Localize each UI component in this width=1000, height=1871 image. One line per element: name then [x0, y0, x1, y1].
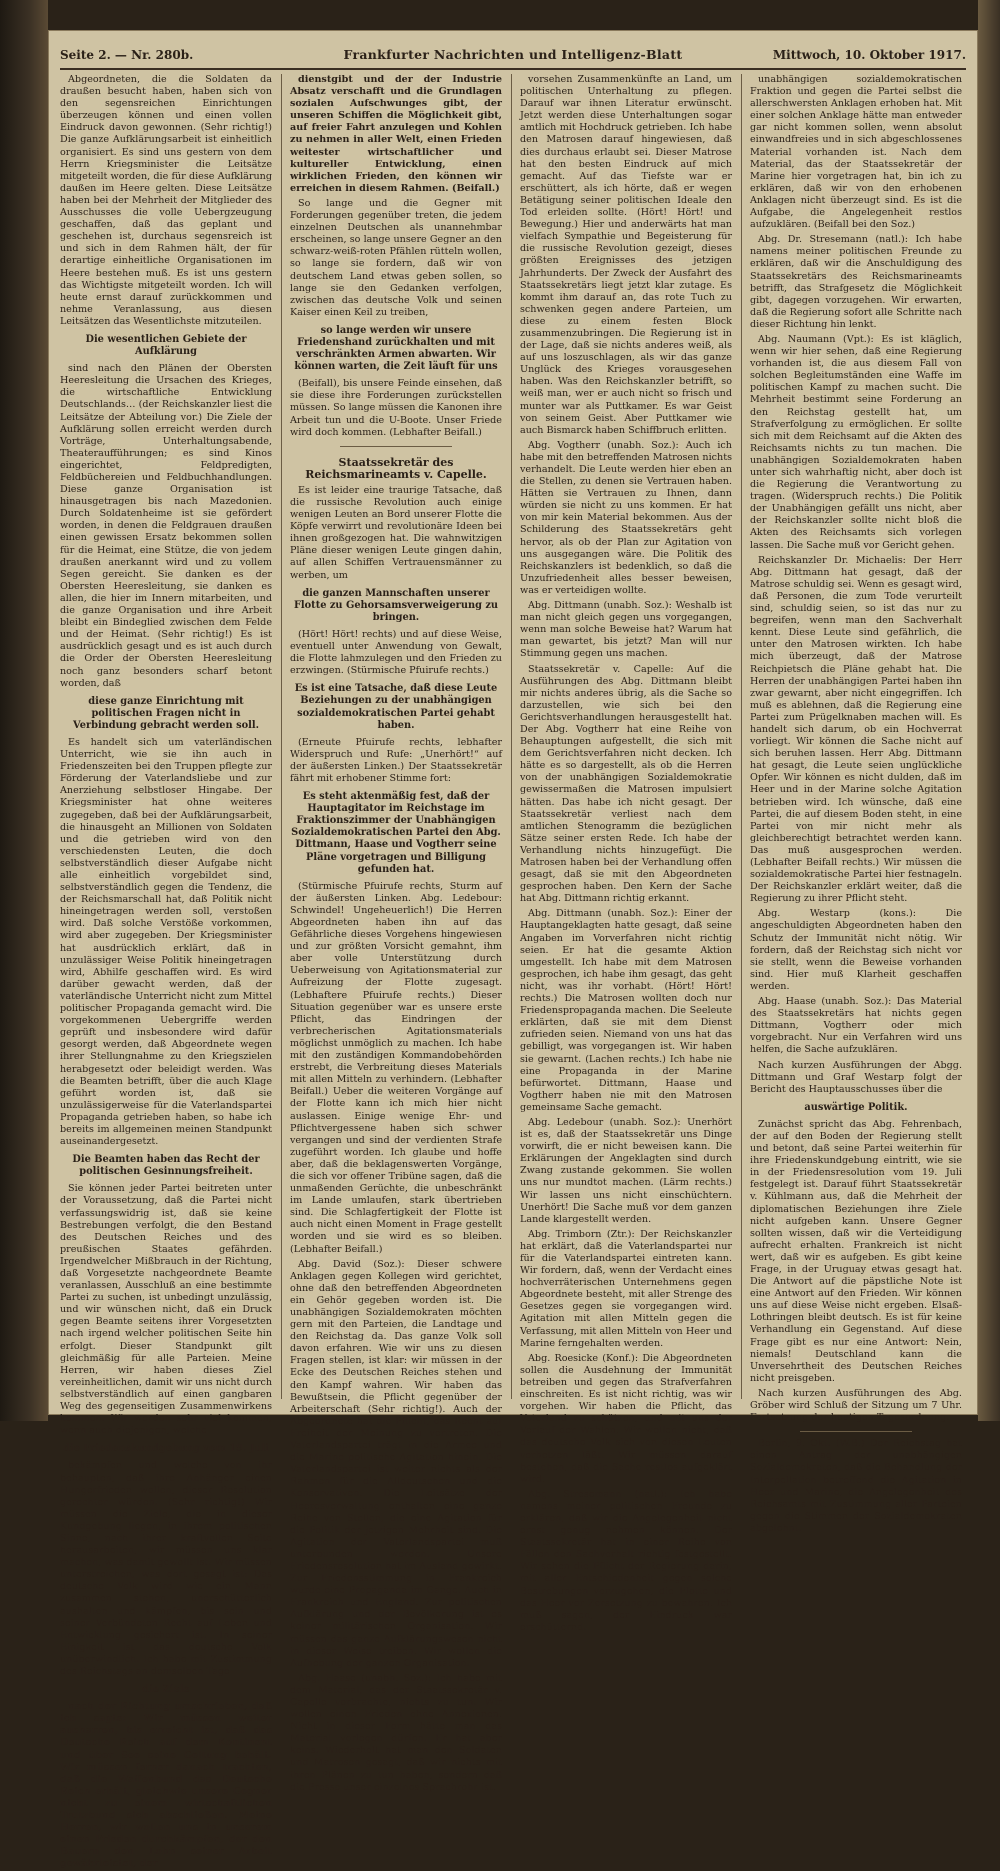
paragraph: Abg. Dittmann (unabh. Soz.): Einer der Hauptangeklagten hatte gesagt, daß seine Angaben im Vorverfahren nicht richtig seien. Er hat die gesamte Aktion umgestellt. Ich habe mit dem Matrosen gesprochen, ich habe ihm gesagt, das geht nicht, was ihr vorhabt. (Hört! Hört! rechts.) Die Matrosen wollten doch nur Friedenspropaganda machen. Die Seeleute erklärten, daß sie mit dem Dienst zufrieden seien. Niemand von uns hat das gebilligt, was vorgegangen ist. Wir haben sie gewarnt. (Lachen rechts.) Ich habe nie eine Propaganda in der Marine befürwortet. Dittmann, Haase und Vogtherr haben nie mit den Matrosen gemeinsame Sache gemacht. [520, 908, 732, 1113]
paragraph: (Beifall), bis unsere Feinde einsehen, daß sie diese ihre Forderungen zurückstellen müssen. So lange müssen die Kanonen ihre Arbeit tun und die U-Boote. Unser Friede wird doch kommen. (Lebhafter Beifall.) [290, 378, 502, 438]
paragraph: Abgeordneten, die die Soldaten da draußen besucht haben, haben sich von den segensreichen Einrichtungen überzeugen können und einen vollen Eindruck davon gewonnen. (Sehr richtig!) Die ganze Aufklärungsarbeit ist einheitlich organisiert. Es sind uns gestern von dem Herrn Kriegsminister die Leitsätze mitgeteilt worden, die für diese Aufklärung daußen im Heere gelten. Diese Leitsätze haben bei der Mehrheit der Mitglieder des Ausschusses die volle Uebergzeugung geschaffen, daß das geplant und geschehen ist, durchaus segensreich ist und sich in dem Rahmen hält, der für derartige einheitliche Organisationen im Heere bestehen muß. Es ist uns gestern das Wichtigste mitgeteilt worden. Ich will heute ernst darauf zurückkommen und nehme Veranlassung, aus diesen Leitsätzen das Wesentlichste mitzuteilen. [60, 74, 272, 327]
page-edge [978, 0, 1000, 1421]
subheading: Die Beamten haben das Recht der politischen Gesinnungsfreiheit. [72, 1154, 260, 1178]
column-rule [281, 74, 282, 1399]
paragraph: Abg. Roesicke (Konf.): Die Abgeordneten sollen die Ausdehnung der Immunität betreiben und gegen das Strafverfahren einschreiten. Es ist nicht richtig, was wir vorgehen. Wir haben die Pflicht, das Vaterland zu schützen, und mit uns der Verlauf der Wahlen. Wir wollen nicht, daß das deutsche Volk sich von diesen Leuten verhetzen läßt. Wir müssen darauf bestehen, daß die Sache restlos aufgeklärt wird. [520, 1352, 732, 1485]
subheading: diese ganze Einrichtung mit politischen Fragen nicht in Verbindung gebracht werden soll. [73, 695, 259, 731]
paragraph: Sie können jeder Partei beitreten unter der Voraussetzung, daß die Partei nicht verfassungswidrig ist, daß sie keine Bestrebungen verfolgt, die den Bestand des Deutschen Reiches und des preußischen Staates gefährden. Irgendwelcher Mißbrauch in der Richtung, daß Vorgesetzte nachgeordnete Beamte veranlassen, Ausschluß an eine bestimmte Partei zu suchen, ist unbedingt unzulässig, und wir wünschen nicht, daß ein Druck gegen Beamte seitens ihrer Vorgesetzten nach irgend welcher politischen Seite hin erfolgt. Dieser Standpunkt gilt gleichmäßig für alle Parteien. Meine Herren, wir haben dieses Ziel vereinheitlichen, damit wir uns nicht durch selbstverständlich auf einen gangbaren Weg des gegenseitigen Zusammenwirkens kommen. Wir werden sehr viel kommen, wenn auch diejenigen, welche [60, 1183, 272, 1437]
paragraph: nach der Richtung umschrieben, daß ich sagte: Wir müssen weiter ausharren, bis erreicht ist, daß das Deutsche Reich auf dem Kontinent und über See seine Geltung behält. Wir müssen ferner danach trachten, daß die Waffenbund das Deutsche Reich erhält, gleichwie unsere Gegner nicht zu einem wirtschaftlichen Trutzbund sich abschließen. Meine Herren, wir wollen uns in unserem einen Frieden durchkämpfen, der den Bauern den Lohn seiner Arbeit gewährleistet, der [60, 1701, 272, 1870]
column-4 [750, 74, 962, 1534]
paragraph: (Stürmische Pfuirufe rechts, Sturm auf der äußersten Linken. Abg. Ledebour: Schwindel! Ungeheuerlich!) Die Herren Abgeordneten haben ihn auf das Gefährliche dieses Vorgehens hingewiesen und zur größten Vorsicht gemahnt, ihm aber volle Unterstützung durch Ueberweisung von Agitationsmaterial zur Aufreizung der Flotte zugesagt. (Lebhaftere Pfuirufe rechts.) Dieser Situation gegenüber war es unsere erste Pflicht, das Eindringen der verbrecherischen Agitationsmaterials möglichst unmöglich zu machen. Ich habe mit den zuständigen Kommandobehörden erstrebt, die Verbreitung dieses Materials mit allen Mitteln zu verhindern. (Lebhafter Beifall.) Ueber die weiteren Vorgänge auf der Flotte kann ich mich hier nicht auslassen. Einige wenige Ehr- und Pflichtvergessene haben sich schwer vergangen und sind der verdienten Strafe zugeführt worden. Ich glaube und hoffe aber, daß die beklagenswerten Vorgänge, die sich vor offener Tribüne sagen, daß die unmaßenden Gerüchte, die unbeschränkt im Lande umlaufen, stark übertrieben sind. Die Schlagfertigkeit der Flotte ist auch nicht einen Moment in Frage gestellt worden und sie wird es so bleiben. (Lebhafter Beifall.) [290, 880, 502, 1255]
column-3 [520, 74, 732, 1633]
paragraph: Abg. Dittmann (unabh. Soz.): Weshalb ist man nicht gleich gegen uns vorgegangen, wenn man solche Beweise hat? Warum hat man gewartet, bis jetzt? Man will nur Stimmung gegen uns machen. [520, 600, 732, 660]
newspaper-page [48, 30, 978, 1870]
paragraph: Abg. Trimborn (Ztr.): Der Reichskanzler hat erklärt, daß die Vaterlandspartei nur für die Vaterlandspartei eintreten kann. Wir fordern, daß, wenn der Verdacht eines hochverräterischen Unternehmens gegen Abgeordnete besteht, mit aller Strenge des Gesetzes gegen sie vorgegangen wird. Agitation mit allen Mitteln gegen die Verfassung, mit allen Mitteln von Heer und Marine ferngehalten werden. [520, 1228, 732, 1349]
paragraph: Staatssekretär v. Capelle: Auf die Ausführungen des Abg. Dittmann bleibt mir nichts anderes übrig, als die Sache so darzustellen, wie sich bei den Gerichtsverhandlungen herausgestellt hat. Der Abg. Vogtherr hat eine Reihe von Behauptungen aufgestellt, die sich mit dem Gerichtsverfahren nicht decken. Ich hätte es so dargestellt, als ob die Herren von der unabhängigen Sozialdemokratie gewissermaßen die Matrosen impulsiert hätten. Das habe ich nicht gesagt. Der Staatssekretär verliest nach dem amtlichen Stenogramm die bezüglichen Sätze seiner ersten Rede. Ich habe der Verhandlung nichts hinzugefügt. Die Matrosen haben bei der Verhandlung offen gesagt, daß sie mit den Abgeordneten gesprochen haben. Den Kern der Sache hat Abg. Dittmann richtig erkannt. [520, 663, 732, 905]
paragraph: So lange und die Gegner mit Forderungen gegenüber treten, die jedem einzelnen Deutschen als unannehmbar erscheinen, so lange unsere Gegner an den schwarz-weiß-roten Pfählen rütteln wollen, so lange sie fordern, daß wir von deutschem Land etwas geben sollen, so lange sie den Gedanken verfolgen, zwischen das deutsche Volk und seinen Kaiser einen Keil zu treiben, [290, 197, 502, 318]
divider [340, 446, 452, 447]
subheading: auswärtige Politik. [804, 1101, 908, 1113]
paragraph: bekämpfen und welche von ihr behaupten, daß ihre Anhänger einen Hungerfrieden wollen, dieser Resolution gerechter würden. (Sehr richtig!) Wir müssen die Ziele, die in dieser Kundgebung liegen, in ihrem politischen Sinne, nach ihrer kraftvollen Seite herausarbeiten, wir müssen uns klar machen, was damit gewollt ist. Wir müssen unterstreichen, was dort gesagt ist: Das deutsche Volk wird wie ein Mann zusammen stehen, unerschütterlich aushalten und kämpfen, bis sein und seiner Verbündeten Recht auf Leben und Entwicklung gesichert ist. In seiner Einigkeit ist das deutsche Volk unüberwindlich. Ich habe mit Zustimmung des Reichstags an demselben Tage [60, 1460, 272, 1677]
paragraph: Berlin, 9. Okt. (W.B.) Der Reichstag hat einen Antrag der unabhängigen Sozialdemokraten, daß die Behandlung der Interpellation betreffend die Agitation in Heer und Marine, die Angelegenheit des Reichsamts mit Zustimmung aller Parteien gegen die Stimmen der Sozialdemokraten abgelehnt. [750, 1438, 962, 1534]
section-heading: Staatssekretär des Reichsmarineamts v. Capelle. [305, 455, 487, 481]
paragraph: Abg. Naumann (Vpt.): Es ist kläglich, wenn wir hier sehen, daß eine Regierung vorhanden ist, die aus diesem Fall von solchen Begleitumständen eine Waffe im politischen Kampf zu machen sucht. Die Mehrheit bestimmt seine Forderung an den Reichstag gestellt hat, um Strafverfolgung zu ermöglichen. Er sollte sich mit dem Reichsamt auf die Akten des Reichsamts nichts zu tun machen. Die unabhängigen Sozialdemokraten haben unter sich wahrhaftig nicht, aber doch ist die Regierung die Verantwortung zu tragen. (Widerspruch rechts.) Die Politik der Unabhängigen gefällt uns nicht, aber der Reichskanzler sollte nicht bloß die Akten des Reichsamts sich vorlegen lassen. Die Sache muß vor Gericht gehen. [750, 333, 962, 551]
subheading: Die wesentlichen Gebiete der Aufklärung [85, 333, 247, 358]
page-number: Seite 2. — Nr. 280b. [60, 48, 194, 62]
paragraph: Reichskanzler Dr. Michaelis: Der Herr Abg. Dittmann hat gesagt, daß der Matrose schuldig sei. Wenn es gesagt wird, daß Personen, die zum Tode verurteilt sind, schuldig seien, so ist das nur zu begreifen, wenn man den Sachverhalt kennt. Diese Leute sind gefährlich, die unter den Matrosen wirkten. Ich habe mich überzeugt, daß der Matrose Reichpietsch die Pläne gehabt hat. Die Herren der unabhängigen Partei haben ihn zwar gewarnt, aber nicht eingegriffen. Ich muß es ablehnen, daß die Regierung eine Partei zum Prügelknaben machen will. Es handelt sich darum, ob ein Hochverrat vorliegt. Wir können die Sache nicht auf sich beruhen lassen. Herr Abg. Dittmann hat gesagt, die Leute seien unglückliche Opfer. Wir können es nicht dulden, daß im Heer und in der Marine solche Agitation betrieben wird. Ich wünsche, daß eine Partei, die auf diesem Boden steht, in eine Partei von mir nicht mehr als gleichberechtigt betrachtet werden kann. Das muß ausgesprochen werden. (Lebhafter Beifall rechts.) Wir müssen die sozialdemokratische Partei hier festnageln. Der Reichskanzler erklärt weiter, daß die Regierung zu ihrer Pflicht steht. [750, 554, 962, 905]
page-header [60, 44, 966, 70]
paragraph: Zunächst spricht das Abg. Fehrenbach, der auf den Boden der Regierung stellt und betont, daß seine Partei weiterhin für ihre Friedenskundgebung eintritt, wie sie in der Friedensresolution vom 19. Juli festgelegt ist. Darauf führt Staatssekretär v. Kühlmann aus, daß die Mehrheit der diplomatischen Beziehungen ihre Ziele nicht aufgeben kann. Unsere Gegner sollten wissen, daß wir die Verteidigung aufrecht erhalten. Frankreich ist nicht wert, daß wir es aufgeben. Es gibt keine Frage, in der Uruguay etwas gesagt hat. Die Antwort auf die päpstliche Note ist eine Antwort auf den Frieden. Wir können uns auf diese Weise nicht ergeben. Elsaß-Lothringen bleibt deutsch. Es ist für keine Verhandlung ein Gegenstand. Auf diese Frage gibt es nur eine Antwort: Nein, niemals! Deutschland kann die Unversehrtheit des Deutschen Reiches nicht preisgeben. [750, 1118, 962, 1384]
column-rule [511, 74, 512, 1399]
book-spine [0, 0, 48, 1421]
subheading: die Ziele [142, 1684, 190, 1696]
subheading: Es steht aktenmäßig fest, daß der Hauptagitator im Reichstage im Fraktionszimmer der Unabhängigen Sozialdemokratischen Partei den Abg. Dittmann, Haase und Vogtherr seine Pläne vorgetragen und Billigung gefunden hat. [291, 791, 501, 875]
divider [800, 1431, 912, 1432]
paragraph: Es ist leider eine traurige Tatsache, daß die russische Revolution auch einige wenigen Leuten an Bord unserer Flotte die Köpfe verwirrt und revolutionäre Ideen bei ihnen großgezogen hat. Die wahnwitzigen Pläne dieser wenigen Leute gingen dahin, auf allen Schiffen Vertrauensmänner zu werben, um [290, 484, 502, 581]
paragraph: vorsehen Zusammenkünfte an Land, um politischen Unterhaltung zu pflegen. Darauf war ihnen Literatur erwünscht. Jetzt werden diese Unterhaltungen sogar amtlich mit Hochdruck getrieben. Ich habe den Matrosen darauf hingewiesen, daß dies durchaus erlaubt sei. Dieser Matrose hat den besten Eindruck auf mich gemacht. Auf das Tiefste war er erschüttert, als ich hörte, daß er wegen Betätigung seiner politischen Ideale den Tod erleiden sollte. (Hört! Hört! und Bewegung.) Hier und anderwärts hat man vielfach Sympathie und Begeisterung für die russische Revolution gezeigt, dieses größten Ereignisses des jetzigen Jahrhunderts. Der Zweck der Ausfahrt des Staatssekretärs liegt jetzt klar zutage. Es kommt ihm darauf an, das rote Tuch zu schwenken gegen andere Parteien, um diese zu einem festen Block zusammenzubringen. Die Regierung ist in der Lage, daß sie nichts anderes weiß, als auf uns loszuschlagen, als wir das ganze Unglück des Krieges vorausgesehen haben. Was den Reichskanzler betrifft, so weiß man, wer er auch nicht so frisch und munter war als Puttkamer. Es war Geist von seinem Geist. Aber Puttkamer wie auch Bismarck haben Schiffbruch erlitten. [520, 74, 732, 436]
paragraph: Abg. David (Soz.): Dieser schwere Anklagen gegen Kollegen wird gerichtet, ohne daß den betreffenden Abgeordneten ein Gehör gegeben worden ist. Die unabhängigen Sozialdemokraten möchten gern mit den Parteien, die Landtage und den Reichstag da. Das ganze Volk soll davon erfahren. Wie wir uns zu diesen Fragen stellen, ist klar: wir müssen in der Ecke des Deutschen Reiches stehen und den Kampf wahren. Wir haben das Bewußtsein, die Pflicht gegenüber der Arbeiterschaft (Sehr richtig!). Auch der Abgeordnete hat die Pflicht, das Recht auf Freiheit der Meinung zu vertreten. Die Vaterlandspartei trägt in die Armee und die Marine politische Agitation hinein. Die Vaterlandspartei ist weiter nichts als der Rahmen für die Alldeutschen und die Konservativen. Die Leitsätze der Heeresverwaltung enthalten eine ganze Reihe von Stellen, die eine Agitation für die Politik der jetzigen Mehrheit sind. Die Agitation der Vaterlandspartei muß unterbunden werden. Unsere Friedensresolution hat im Ausland gewirkt. Zur Friedensstimmung in Frankreich wurde eine Propaganda im Gange. Auch in Frankreich und England. Zur politischen Aufklärung und der Bevölkerung ist es keiner militärischen Organisation. Wir müssen das ganze Aufklärungswesen nicht in dieser Weise treiben. Wir wollen die Aufhebung der ganzen Organisation. [290, 1258, 502, 1669]
subheading: die Friedenskundgebung vom 19. Juli [63, 1443, 269, 1455]
paragraph: (Erneute Pfuirufe rechts, lebhafter Widerspruch und Rufe: „Unerhört!“ auf der äußersten Linken.) Der Staatssekretär fährt mit erhobener Stimme fort: [290, 736, 502, 784]
issue-date: Mittwoch, 10. Oktober 1917. [772, 48, 966, 62]
paragraph: sind nach den Plänen der Obersten Heeresleitung die Ursachen des Krieges, die wirtschaftliche Entwicklung Deutschlands… (der Reichskanzler liest die Leitsätze der Abteilung vor.) Die Ziele der Aufklärung sollen erreicht werden durch Vorträge, Unterhaltungsabende, Theateraufführungen; es sind Kinos eingerichtet, Feldpredigten, Feldbüchereien und Feldbuchhandlungen. Diese ganze Organisation ist hinausgetragen bis nach Mazedonien. Durch Soldatenheime ist sie gefördert worden, in denen die Feldgrauen draußen einen gewissen Ersatz bekommen sollen für die Heimat, eine Stütze, die von jedem draußen anerkannt wird und zu vollem Segen gereicht. Sie danken es der Obersten Heeresleitung, sie danken es allen, die hier im Innern mitarbeiten, und die ganze Organisation und ihre Arbeit bleibt ein Bindeglied zwischen dem Felde und der Heimat. (Sehr richtig!) Es ist ausdrücklich gesagt und es ist auch durch die Order der Obersten Heeresleitung noch ganz besonders scharf betont worden, daß [60, 363, 272, 689]
paragraph: Nach kurzen Ausführungen der Abgg. Dittmann und Graf Westarp folgt der Bericht des Hauptausschusses über die [750, 1059, 962, 1095]
column-2 [290, 74, 502, 1793]
paragraph: Nach kurzen Ausführungen des Abg. Gröber wird Schluß der Sitzung um 7 Uhr. Fortsetzung der heutigen Tagesordnung. [750, 1387, 962, 1424]
subheading: die ganzen Mannschaften unserer Flotte zu Gehorsamsverweigerung zu bringen. [293, 587, 499, 623]
paragraph: unabhängigen sozialdemokratischen Fraktion und gegen die Partei selbst die allerschwersten Anklagen erhoben hat. Mit einer solchen Anklage hätte man entweder gar nicht kommen sollen, wenn absolut einwandfreies und in sich abgeschlossenes Material vorhanden ist. Nach dem Material, das der Staatssekretär der Marine hier vorgetragen hat, bin ich zu erklären, daß wir von den erhobenen Anklagen nicht überzeugt sind. Es ist die Aufgabe, die Angelegenheit restlos aufzuklären. (Beifall bei den Soz.) [750, 74, 962, 231]
subheading: Es ist eine Tatsache, daß diese Leute Beziehungen zu der unabhängigen sozialdemokratischen Partei gehabt haben. [294, 683, 498, 731]
paragraph: Abg. Dr. Stresemann (natl.): Ich habe namens meiner politischen Freunde zu erklären, daß wir die Anschuldigung des Staatssekretärs des Reichsmarineamts betrifft, das Strafgesetz die Möglichkeit gibt, dagegen vorzugehen. Wir erwarten, daß die Regierung sofort alle Schritte nach dieser Richtung hin lenkt. [750, 234, 962, 330]
paragraph: Abg. Vogtherr (unabh. Soz.): Auch ich habe mit den betreffenden Matrosen nichts verhandelt. Die Leute werden hier eben an die Stellen, zu denen sie Vertrauen haben. Hätten sie Vertrauen zu Ihnen, dann würden sie nicht zu uns kommen. Er hat von mir kein Material bekommen. Aus der Schilderung des Staatssekretärs geht hervor, als ob der Plan zur Agitation von uns ausgegangen wäre. Die Politik des Reichskanzlers ist bedenklich, so daß die Unzufriedenheit alles besser beweisen, was er verteidigen wollte. [520, 439, 732, 596]
paragraph: Abg. Ledebour (unabh. Soz.): Unerhört ist es, daß der Staatssekretär uns Dinge vorwirft, die er nicht beweisen kann. Die Erklärungen der Angeklagten sind durch Zwang zustande gekommen. Sie wollen uns nur mundtot machen. (Lärm rechts.) Wir lassen uns nicht einschüchtern. Unerhört! Die Sache muß vor dem ganzen Lande klargestellt werden. [520, 1116, 732, 1225]
column-1 [60, 74, 272, 1870]
newspaper-title: Frankfurter Nachrichten und Intelligenz-Blatt [343, 47, 683, 62]
paragraph: Abg. Westarp (kons.): Die angeschuldigten Abgeordneten haben den Schutz der Immunität nicht nötig. Wir fordern, daß der Reichstag sich nicht vor sie stellt, wenn die Beweise vorhanden sind. Hier muß Klarheit geschaffen werden. [750, 908, 962, 992]
paragraph: dienstgibt und der der Industrie Absatz verschafft und die Grundlagen sozialen Aufschwunges gibt, der unseren Schiffen die Möglichkeit gibt, auf freier Fahrt anzulegen und Kohlen zu nehmen in aller Welt, einen Frieden weitester wirtschaftlicher und kultureller Entwicklung, einen wirklichen Frieden, den können wir erreichen in diesem Rahmen. (Beifall.) [290, 74, 502, 194]
paragraph: Abg. Haase (unabh. Soz.): Ich habe mit dem Material, das der Staatssekretär v. Capelle vorbrachte, nichts zu tun. Wir wollen einen Frieden ohne Annexionen. Nicht in dieser Form hätte man das Material vorlegen dürfen. Er hat aber keins. Wiederholt hat man den Soldaten und Matrosen gesagt, daß wir nichts mit ihren Plänen zu tun haben, sondern daß die Presse unser einzelnes Sprachrohr ist. [290, 1672, 502, 1793]
column-rule [741, 74, 742, 1399]
subheading: so lange werden wir unsere Friedenshand zurückhalten und mit verschränkten Armen abwarten. Wir können warten, die Zeit läuft für uns [294, 324, 498, 373]
paragraph: Es handelt sich um vaterländischen Unterricht, wie sie ihn auch in Friedenszeiten bei den Truppen pflegte zur Förderung der Vaterlandsliebe und zur Anerziehung selbstloser Hingabe. Der Kriegsminister hat ohne weiteres zugegeben, daß bei der Aufklärungsarbeit, die hinausgeht an Millionen von Soldaten und die getrieben wird von den verschiedensten Leuten, die doch selbstverständlich dieser Aufgabe nicht alle einheitlich vorgebildet sind, selbstverständlich gegen die Tendenz, die der Reichsmarschall hat, daß Politik nicht hineingetragen werden soll, verstoßen wird. Daß solche Verstöße vorkommen, wird aber zugegeben. Der Kriegsminister hat ausdrücklich erklärt, daß in unzulässiger Weise Politik hineingetragen wird, Abhilfe geschaffen wird. Es wird darüber gewacht werden, daß der vaterländische Unterricht nicht zum Mittel politischer Propaganda gemacht wird. Die vorgekommenen Uebergriffe werden geprüft und insbesondere wird dafür gesorgt werden, daß Abgeordnete wegen ihrer Stellungnahme zu den Kriegszielen herabgesetzt oder beleidigt werden. Was die Beamten betrifft, über die auch Klage geführt worden ist, daß sie unzulässigerweise für die Vaterlandspartei Propaganda getrieben haben, so habe ich bereits im allgemeinen meinen Standpunkt auseinandergesetzt. [60, 736, 272, 1148]
paragraph: Abg. Haase (unabh. Soz.): Das Material des Staatssekretärs hat nichts gegen Dittmann, Vogtherr oder mich vorgebracht. Nur ein Verfahren wird uns helfen, die Sache aufzuklären. [750, 996, 962, 1056]
paragraph: Abg. Stresemann (natl.): Ich habe namens meiner politischen Freunde zu erklären, daß wir die Angelegenheit nicht ernst genug nehmen können. Der Staatssekretär hat in einer Reihe von Fällen den Sachverhalt richtig festgestellt. Wir sehen die Pflicht der Regierung darin, mit aller Entschiedenheit gegen solche Bestrebungen vorzugehen, die Flotte und das Heer vor Zersetzung zu bewahren. Ich muß sagen, der Eindruck war erschütternd. [520, 1488, 732, 1633]
paragraph: (Hört! Hört! rechts) und auf diese Weise, eventuell unter Anwendung von Gewalt, die Flotte lahmzulegen und den Frieden zu erzwingen. (Stürmische Pfuirufe rechts.) [290, 628, 502, 677]
